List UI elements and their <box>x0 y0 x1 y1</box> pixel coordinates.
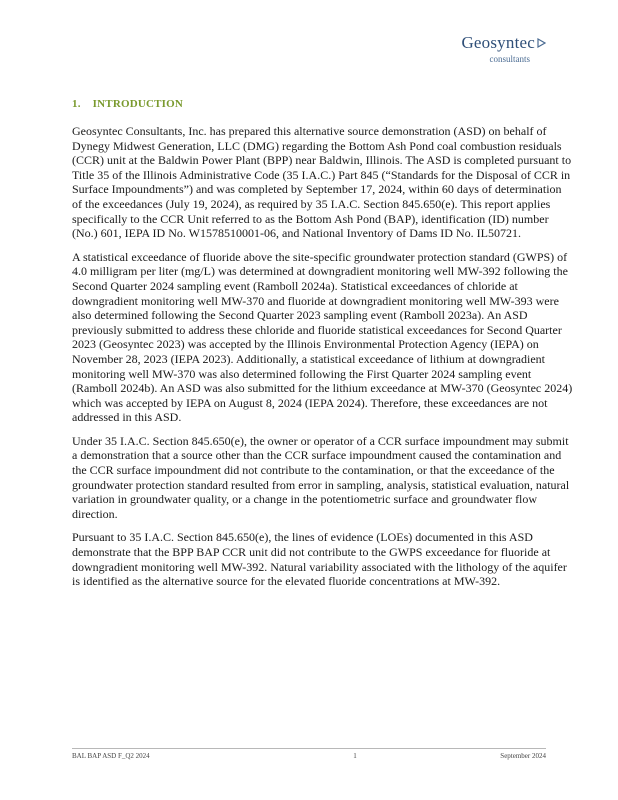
section-title: INTRODUCTION <box>92 98 184 110</box>
paragraph: Geosyntec Consultants, Inc. has prepared this alternative source demonstration (ASD) on behalf of Dynegy Midwest Generation, LLC (DMG) regarding the Bottom Ash Pond coal combustion residuals (CCR) unit at the Baldwin Power Plant (BPP) near Baldwin, Illinois. The ASD is completed pursuant to Title 35 of the Illinois Administrative Code (35 I.A.C.) Part 845 (“Standards for the Disposal of CCR in Surface Impoundments”) and was completed by September 17, 2024, within 60 days of determination of the exceedances (July 19, 2024), as required by 35 I.A.C. Section 845.650(e). This report applies specifically to the CCR Unit referred to as the Bottom Ash Pond (BAP), identification (ID) number (No.) 601, IEPA ID No. W1578510001-06, and National Inventory of Dams ID No. IL50721. <box>72 124 572 241</box>
logo-arrow-icon <box>537 35 546 53</box>
logo-subtitle: consultants <box>489 54 530 64</box>
section-heading <box>72 98 183 110</box>
footer-page-number: 1 <box>353 752 357 760</box>
company-logo <box>461 34 546 65</box>
footer-document-id: BAL BAP ASD F_Q2 2024 <box>72 752 150 760</box>
logo-company-name: Geosyntec <box>461 33 535 52</box>
footer-date: September 2024 <box>500 752 546 760</box>
paragraph: Under 35 I.A.C. Section 845.650(e), the owner or operator of a CCR surface impoundment may submit a demonstration that a source other than the CCR surface impoundment caused the contamination and the CCR surface impoundment did not contribute to the contamination, or that the exceedance of the groundwater protection standard resulted from error in sampling, analysis, statistical evaluation, natural variation in groundwater quality, or a change in the potentiometric surface and groundwater flow direction. <box>72 433 570 521</box>
page-footer <box>72 748 546 760</box>
section-number: 1. <box>72 98 81 110</box>
paragraph: A statistical exceedance of fluoride above the site-specific groundwater protection standard (GWPS) of 4.0 milligram per liter (mg/L) was determined at downgradient monitoring well MW-392 following the Second Quarter 2024 sampling event (Ramboll 2024a). Statistical exceedances of chloride at downgradient monitoring well MW-370 and fluoride at downgradient monitoring well MW-393 were also determined following the Second Quarter 2023 sampling event (Ramboll 2023a). An ASD previously submitted to address these chloride and fluoride statistical exceedances for Second Quarter 2023 (Geosyntec 2023) was accepted by the Illinois Environmental Protection Agency (IEPA) on November 28, 2023 (IEPA 2023). Additionally, a statistical exceedance of lithium at downgradient monitoring well MW-370 was also determined following the First Quarter 2024 sampling event (Ramboll 2024b). An ASD was also submitted for the lithium exceedance at MW-370 (Geosyntec 2024) which was accepted by IEPA on August 8, 2024 (IEPA 2024). Therefore, these exceedances are not addressed in this ASD. <box>72 249 573 425</box>
paragraph: Pursuant to 35 I.A.C. Section 845.650(e), the lines of evidence (LOEs) documented in this ASD demonstrate that the BPP BAP CCR unit did not contribute to the GWPS exceedance for fluoride at downgradient monitoring well MW-392. Natural variability associated with the lithology of the aquifer is identified as the alternative source for the elevated fluoride concentrations at MW-392. <box>72 530 567 589</box>
document-body <box>72 124 574 598</box>
